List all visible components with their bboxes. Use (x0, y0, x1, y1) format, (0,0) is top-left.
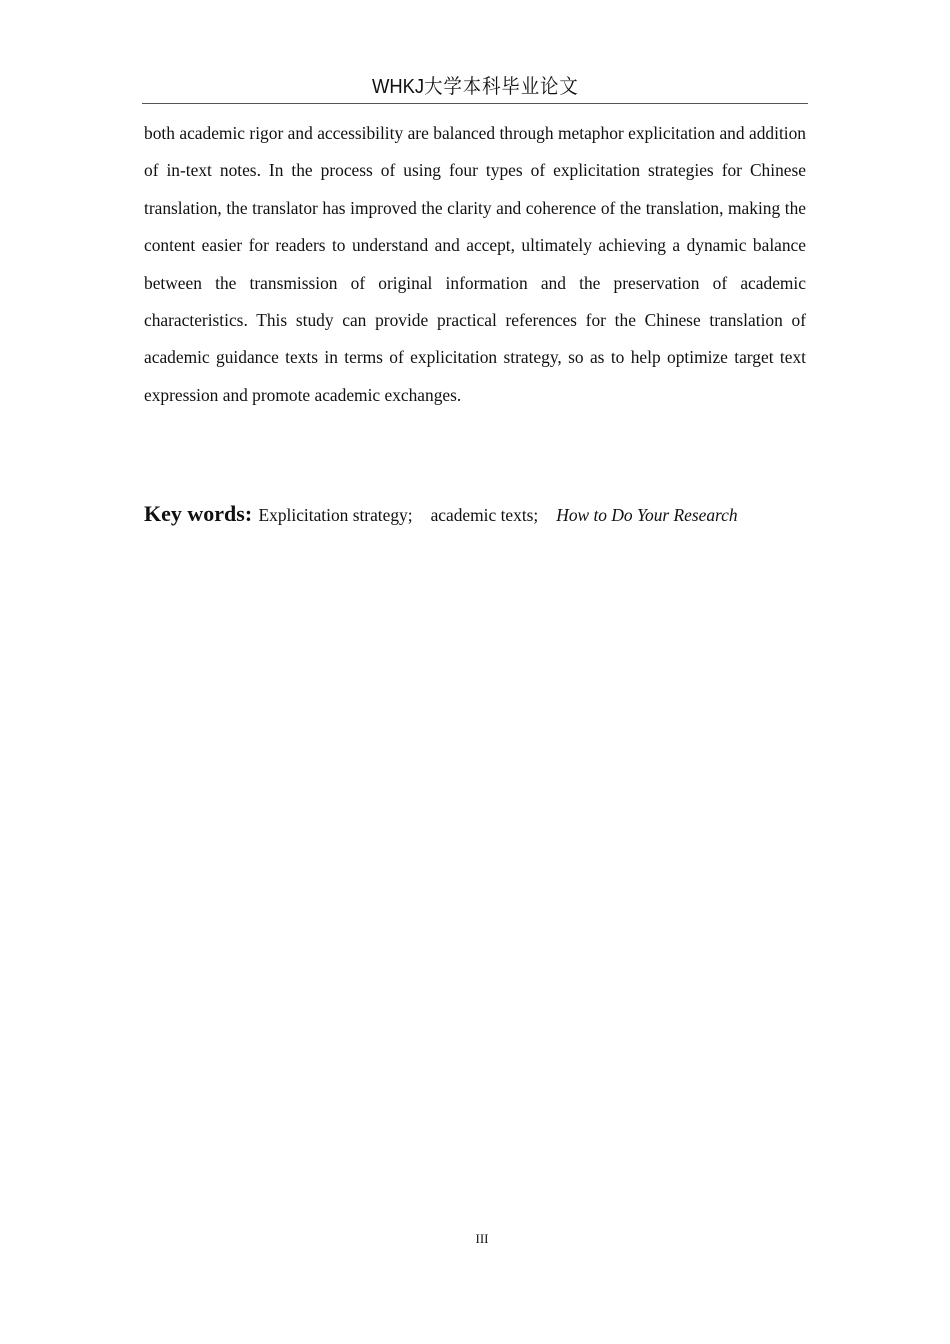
keywords-label: Key words: (144, 501, 253, 526)
page-number: III (475, 1231, 489, 1246)
keywords-line (144, 499, 824, 530)
keyword-item: academic texts; (430, 505, 539, 525)
keyword-item: How to Do Your Research (556, 505, 738, 525)
header-title-cjk: 大学本科毕业论文 (423, 74, 579, 98)
abstract-paragraph: both academic rigor and accessibility are balanced through metaphor explicitation and addition of in-text notes. In the process of using four types of explicitation strategies for Chinese translation, the translator has improved the clarity and coherence of the translation, making the content easier for readers to understand and accept, ultimately achieving a dynamic balance between the transmission of original information and the preservation of academic characteristics. This study can provide practical references for the Chinese translation of academic guidance texts in terms of explicitation strategy, so as to help optimize target text expression and promote academic exchanges. (144, 123, 806, 405)
page-header (142, 72, 808, 104)
keyword-item: Explicitation strategy; (258, 505, 413, 525)
header-title (372, 72, 579, 101)
header-title-latin: WHKJ (371, 76, 424, 98)
